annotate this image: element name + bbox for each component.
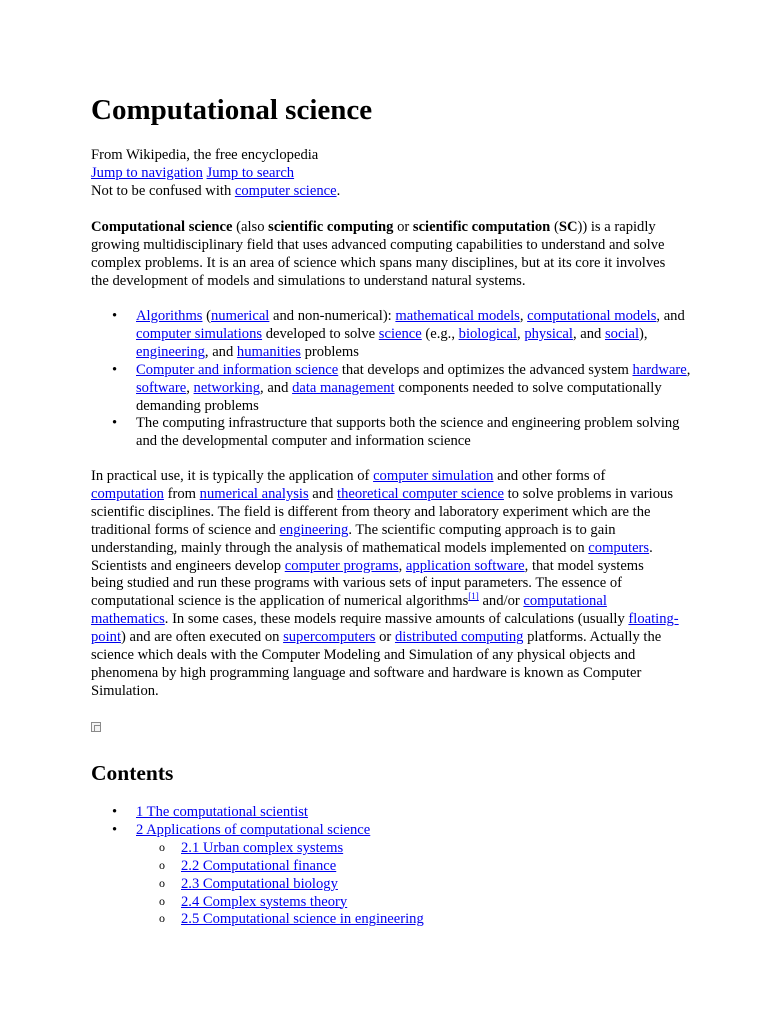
computer-science-link[interactable]: computer science: [234, 182, 337, 199]
tagline: From Wikipedia, the free encyclopedia: [91, 147, 319, 163]
contents-heading: Contents: [91, 761, 174, 785]
list-text: , and: [572, 325, 605, 342]
toc-subitem: [136, 858, 691, 876]
algorithms-link[interactable]: Algorithms: [136, 308, 203, 324]
paragraph-text: to solve problems in various scientific disciplines. The field is different from theory and laboratory experiment which are the traditional forms of science and: [91, 485, 673, 538]
paragraph-text: ,: [398, 557, 406, 574]
list-text: ,: [186, 379, 194, 396]
intro-text: )) is a rapidly growing multidisciplinary field that uses advanced computing capabilities to understand and solve complex problems. It is an area of science which spans many disciplines, but at its core it involves the development of models and simulations to understand natural systems.: [91, 219, 666, 289]
hatnote-suffix: .: [336, 182, 341, 199]
reference-marker: [468, 591, 479, 601]
toc-link[interactable]: 2.4 Complex systems theory: [181, 893, 348, 910]
jump-to-search-link[interactable]: Jump to search: [206, 164, 295, 181]
toc-link[interactable]: 2.2 Computational finance: [181, 857, 337, 874]
computational-models-link[interactable]: computational models: [527, 308, 657, 324]
broken-image-icon[interactable]: [91, 722, 101, 732]
engineering-link[interactable]: engineering: [279, 521, 349, 538]
paragraph-text: and: [308, 485, 338, 502]
mathematical-models-link[interactable]: mathematical models: [395, 308, 520, 324]
toc-subitem: [136, 911, 691, 929]
numerical-analysis-link[interactable]: numerical analysis: [199, 485, 309, 502]
computer-simulations-link[interactable]: computer simulations: [136, 325, 263, 342]
list-text: developed to solve: [262, 325, 379, 342]
paragraph-text: . In some cases, these models require massive amounts of calculations (usually: [164, 611, 629, 628]
table-of-contents: [91, 804, 691, 929]
hardware-link[interactable]: hardware: [632, 361, 687, 378]
hatnote-prefix: Not to be confused with: [91, 182, 235, 199]
computer-simulation-link[interactable]: computer simulation: [373, 468, 494, 484]
list-text: , and: [204, 343, 237, 360]
toc-item: [91, 822, 691, 929]
page-title: Computational science: [91, 94, 373, 126]
reference-1-link[interactable]: [1]: [468, 591, 479, 602]
paragraph-text: and other forms of: [493, 468, 606, 484]
toc-link[interactable]: 1 The computational scientist: [136, 804, 308, 820]
list-text: ,: [517, 325, 525, 342]
physical-link[interactable]: physical: [524, 325, 573, 342]
toc-item: [91, 804, 691, 822]
paragraph-text: In practical use, it is typically the application of: [91, 468, 374, 484]
intro-alt-term: scientific computing: [268, 219, 394, 235]
toc-subitem: [136, 840, 691, 858]
engineering-link[interactable]: engineering: [136, 343, 205, 360]
toc-link[interactable]: 2.1 Urban complex systems: [181, 839, 344, 856]
list-text: (: [202, 308, 211, 324]
practical-use-paragraph: [91, 468, 679, 701]
paragraph-text: . Scientists and engineers develop: [91, 539, 653, 574]
paragraph-text: platforms. Actually the science which deals with the Computer Modeling and Simulation of any physical objects and phenomena by high programming language and software and hardware is known as Computer Simulation.: [91, 629, 662, 699]
paragraph-text: or: [375, 629, 395, 646]
paragraph-text: from: [163, 485, 200, 502]
article-meta: [91, 147, 691, 201]
intro-abbr: SC: [558, 219, 578, 235]
list-text: and non-numerical):: [269, 308, 396, 324]
paragraph-text: . The scientific computing approach is to gain understanding, mainly through the analysis of mathematical models implemented on: [91, 521, 616, 556]
toc-subitem: [136, 894, 691, 912]
computation-link[interactable]: computation: [91, 485, 164, 502]
intro-text: or: [393, 219, 413, 235]
list-item: [91, 362, 691, 416]
distributed-computing-link[interactable]: distributed computing: [394, 629, 524, 646]
list-text: ,: [519, 308, 528, 324]
paragraph-text: ) and are often executed on: [121, 629, 284, 646]
biological-link[interactable]: biological: [458, 325, 518, 342]
intro-alt-term: scientific computation: [412, 219, 551, 235]
supercomputers-link[interactable]: supercomputers: [283, 629, 376, 646]
intro-text: (: [550, 219, 559, 235]
list-text: The computing infrastructure that supports both the science and engineering problem solving and the developmental computer and information science: [136, 415, 680, 450]
list-text: ),: [639, 325, 648, 342]
toc-link[interactable]: 2.5 Computational science in engineering: [181, 911, 424, 928]
jump-links: [91, 165, 691, 183]
list-text: ,: [686, 361, 691, 378]
list-text: problems: [300, 343, 359, 360]
list-text: components needed to solve computationally demanding problems: [136, 379, 662, 414]
intro-paragraph: [91, 219, 683, 291]
social-link[interactable]: social: [604, 325, 640, 342]
list-item: [91, 415, 691, 451]
list-text: that develops and optimizes the advanced system: [338, 361, 633, 378]
theoretical-computer-science-link[interactable]: theoretical computer science: [337, 485, 504, 502]
toc-subitem: [136, 876, 691, 894]
computational-mathematics-link[interactable]: computational mathematics: [91, 593, 607, 628]
list-item: [91, 308, 691, 362]
toc-link[interactable]: 2.3 Computational biology: [181, 875, 338, 892]
science-link[interactable]: science: [378, 325, 422, 342]
intro-term: Computational science: [91, 219, 233, 235]
computers-link[interactable]: computers: [588, 539, 650, 556]
scope-list: [91, 308, 691, 451]
toc-link[interactable]: 2 Applications of computational science: [136, 821, 371, 838]
list-text: (e.g.,: [421, 325, 459, 342]
paragraph-text: , that model systems being studied and run these programs with various sets of input parameters. The essence of computational science is the application of numerical algorithms: [91, 557, 644, 610]
list-text: , and: [656, 308, 685, 324]
hatnote: [91, 183, 691, 201]
application-software-link[interactable]: application software: [405, 557, 525, 574]
computer-programs-link[interactable]: computer programs: [284, 557, 399, 574]
networking-link[interactable]: networking: [193, 379, 261, 396]
jump-to-navigation-link[interactable]: Jump to navigation: [91, 164, 203, 181]
numerical-link[interactable]: numerical: [211, 308, 270, 324]
paragraph-text: and/or: [478, 593, 524, 610]
list-text: , and: [260, 379, 293, 396]
software-link[interactable]: software: [136, 379, 187, 396]
floating-point-link[interactable]: floating-point: [91, 611, 679, 646]
data-management-link[interactable]: data management: [292, 379, 395, 396]
computer-and-information-science-link[interactable]: Computer and information science: [136, 361, 339, 378]
humanities-link[interactable]: humanities: [236, 343, 301, 360]
intro-text: (also: [232, 219, 269, 235]
